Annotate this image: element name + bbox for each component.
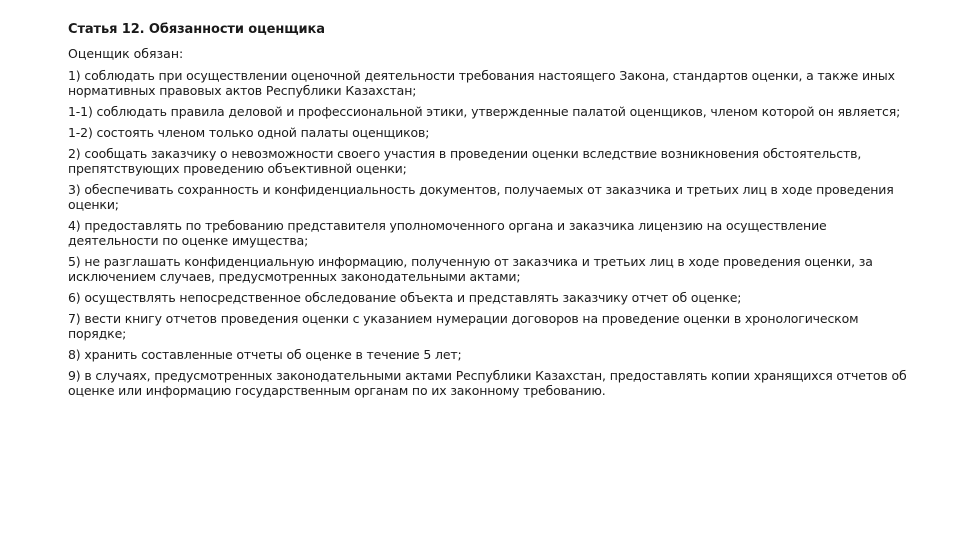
document-slide xyxy=(68,22,908,404)
list-item: 2) сообщать заказчику о невозможности своего участия в проведении оценки вследствие возникновения обстоятельств, препятствующих проведению объективной оценки; xyxy=(68,146,862,176)
article-title: Статья 12. Обязанности оценщика xyxy=(68,22,325,37)
list-item: 1-1) соблюдать правила деловой и профессиональной этики, утвержденные палатой оценщиков, членом которой он является; xyxy=(68,104,901,119)
list-item: 7) вести книгу отчетов проведения оценки с указанием нумерации договоров на проведение оценки в хронологическом порядке; xyxy=(68,311,859,341)
list-item: 6) осуществлять непосредственное обследование объекта и представлять заказчику отчет об оценке; xyxy=(68,290,742,305)
intro-text: Оценщик обязан: xyxy=(68,46,184,61)
list-item: 5) не разглашать конфиденциальную информацию, полученную от заказчика и третьих лиц в ходе проведения оценки, за исключением случаев, предусмотренных законодательными актами; xyxy=(68,254,873,284)
obligations-list xyxy=(68,68,908,398)
list-item: 9) в случаях, предусмотренных законодательными актами Республики Казахстан, предоставлять копии хранящихся отчетов об оценке или информацию государственным органам по их законному требованию. xyxy=(68,368,907,398)
list-item: 8) хранить составленные отчеты об оценке в течение 5 лет; xyxy=(68,347,462,362)
list-item: 1) соблюдать при осуществлении оценочной деятельности требования настоящего Закона, стандартов оценки, а также иных нормативных правовых актов Республики Казахстан; xyxy=(68,68,895,98)
list-item: 4) предоставлять по требованию представителя уполномоченного органа и заказчика лицензию на осуществление деятельности по оценке имущества; xyxy=(68,218,827,248)
list-item: 3) обеспечивать сохранность и конфиденциальность документов, получаемых от заказчика и третьих лиц в ходе проведения оценки; xyxy=(68,182,894,212)
list-item: 1-2) состоять членом только одной палаты оценщиков; xyxy=(68,125,430,140)
